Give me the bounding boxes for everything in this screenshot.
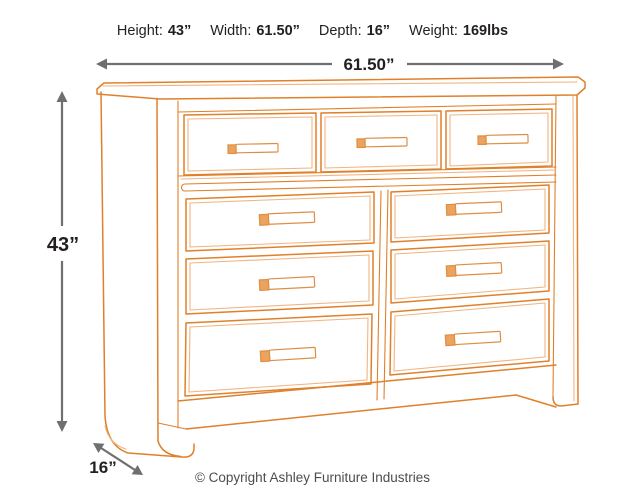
drawer-handle-icon [228,143,278,153]
spec-width-value: 61.50” [256,23,300,39]
height-dimension-label: 43” [46,234,80,256]
top-rail-line [178,104,556,112]
left-bracket-line [158,423,186,429]
drawer-handle-icon [478,134,528,144]
center-divider [377,190,388,400]
spec-depth-value: 16” [366,23,391,39]
copyright-text: © Copyright Ashley Furniture Industries [194,470,431,485]
drawer-handle-icon [445,331,501,345]
drawer-handle-icon [259,277,315,291]
drawer-right-1 [391,185,549,242]
dresser-top [97,77,585,99]
right-bevel-line [573,96,574,401]
top-drawer-1 [184,113,316,175]
front-left-corner-line [157,99,158,441]
drawer-handle-icon [259,212,314,225]
divider-line-left [377,191,381,400]
right-bracket-line [516,395,556,407]
height-dimension-arrow [47,91,79,432]
drawer-handle-icon [446,263,502,277]
drawer-left-3 [185,314,372,396]
side-panel-outline [101,92,194,457]
drawer-handle-icon [260,347,316,361]
arrow-up-icon [57,91,68,102]
drawer-right-2 [391,241,549,303]
spec-weight-label: Weight: [409,23,458,39]
drawer-handle-icon [357,137,407,147]
spec-height-label: Height: [116,23,163,39]
arrow-right-icon [553,59,564,70]
base-skirt [158,365,578,429]
drawer-left-2 [186,251,373,314]
drawer-right-3 [390,299,549,375]
right-edge-line [577,95,578,404]
drawer-handle-icon [446,202,501,215]
spec-weight-value: 169lbs [462,23,509,39]
divider-line-right [384,190,388,399]
spec-height-value: 43” [167,23,192,39]
width-dimension-label: 61.50” [343,55,395,74]
width-dimension-arrow [96,55,564,74]
arrow-down-icon [57,421,68,432]
arrow-left-icon [96,59,107,70]
dresser-drawing [97,77,585,457]
skirt-bottom-line [186,395,516,429]
left-leg-bottom [158,441,181,457]
side-panel [101,92,194,457]
top-drawer-3 [446,109,552,169]
right-stile-line [553,96,556,397]
top-slab-outline [97,77,585,99]
depth-dimension-label: 16” [89,458,117,477]
spec-width-label: Width: [210,23,252,39]
spec-depth-label: Depth: [318,23,362,39]
drawer-left-1 [186,192,374,251]
top-drawer-2 [321,111,441,172]
